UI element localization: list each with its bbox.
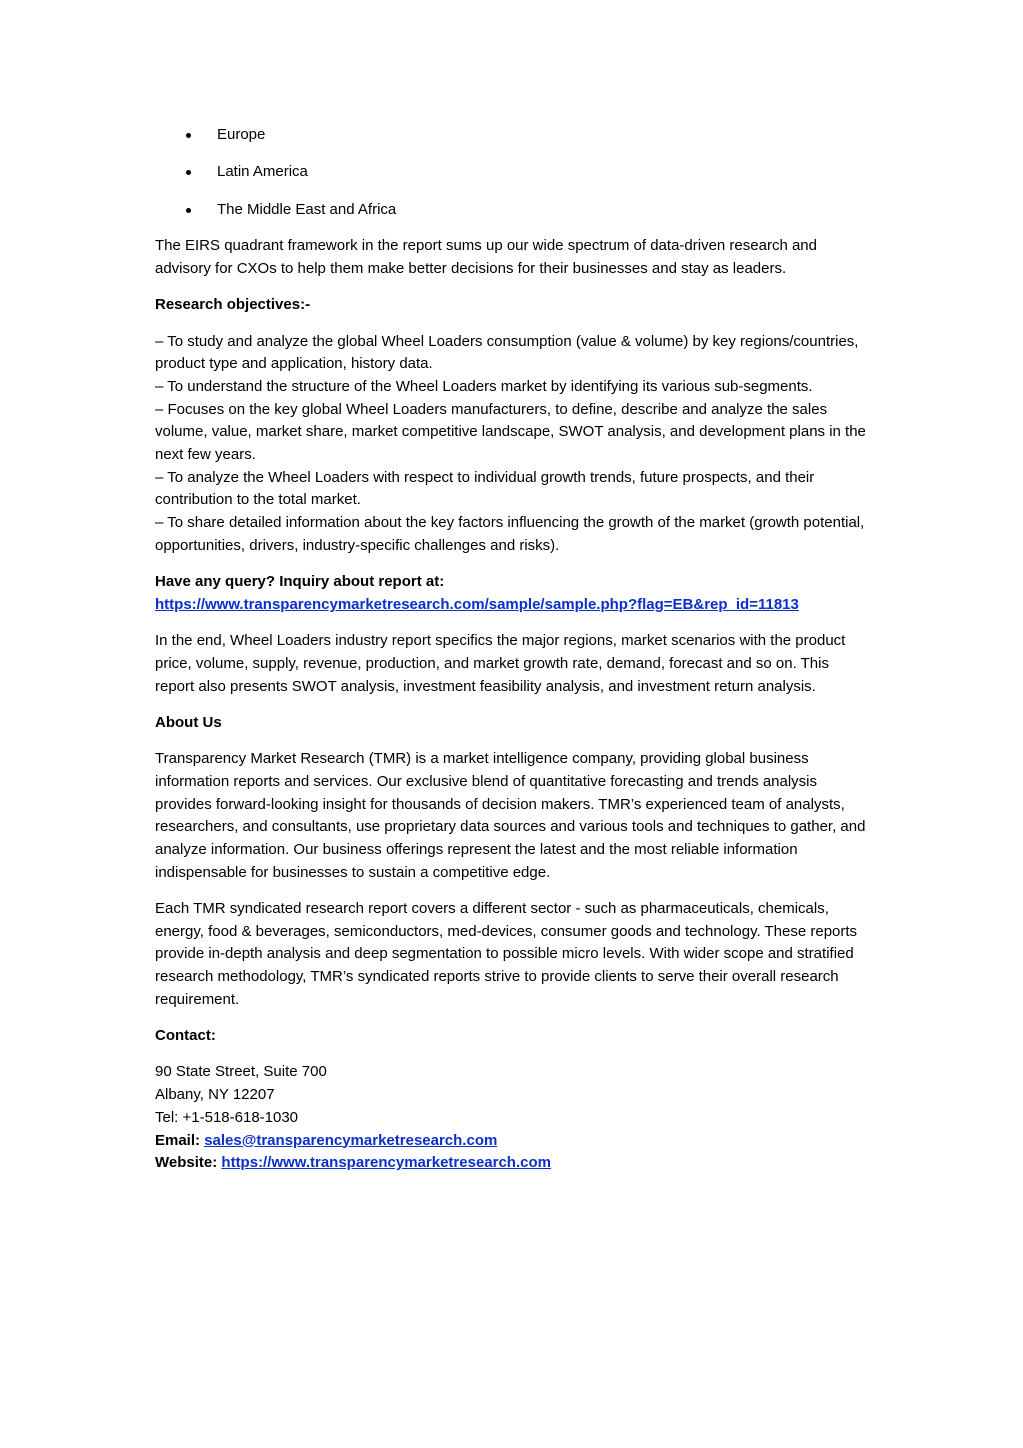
research-objectives-heading: Research objectives:- [155,296,311,314]
region-label: Europe [217,126,266,143]
contact-heading: Contact: [155,1027,216,1045]
region-label: Latin America [217,163,308,181]
about-paragraph-1: Transparency Market Research (TMR) is a market intelligence company, providing global business information reports and services. Our exclusive blend of quantitative forecasting and trends analysis provides forward-looking insight for thousands of decision makers. TMR’s experienced team of analysts, researchers, and consultants, use proprietary data sources and various tools and techniques to gather, and analyze information. Our business offerings represent the latest and the most reliable information indispensable for businesses to sustain a competitive edge. [155,750,866,881]
list-item [155,161,867,184]
bullet-icon [186,170,191,175]
about-us-heading: About Us [155,713,222,731]
document-page [155,124,867,1189]
about-paragraph-2: Each TMR syndicated research report covers a different sector - such as pharmaceuticals, chemicals, energy, food & beverages, semiconductors, med-devices, consumer goods and technology. These reports provide in-depth analysis and deep segmentation to possible micro levels. With wider scope and stratified research methodology, TMR’s syndicated reports strive to provide clients to serve their overall research requirement. [155,899,858,1008]
contact-block [155,1061,867,1175]
website-label: Website: [155,1154,222,1172]
bullet-icon [186,208,191,213]
regions-list [155,124,867,222]
email-line [155,1130,867,1153]
list-item [155,124,867,147]
objective-item: – To understand the structure of the Wheel Loaders market by identifying its various sub-segments. [155,377,813,395]
email-label: Email: [155,1131,205,1149]
objective-item: – To analyze the Wheel Loaders with respect to individual growth trends, future prospects, and their contribution to the total market. [155,468,815,509]
website-line [155,1152,867,1175]
objective-item: – To study and analyze the global Wheel Loaders consumption (value & volume) by key regions/countries, product type and application, history data. [155,332,859,373]
website-link[interactable]: https://www.transparencymarketresearch.com [221,1154,551,1172]
address-line-1: 90 State Street, Suite 700 [155,1063,327,1081]
objective-item: – Focuses on the key global Wheel Loaders manufacturers, to define, describe and analyze the sales volume, value, market share, market competitive landscape, SWOT analysis, and development plans in the next few years. [155,400,866,464]
bullet-icon [186,133,191,138]
inquiry-link[interactable]: https://www.transparencymarketresearch.com/sample/sample.php?flag=EB&rep_id=11813 [155,595,799,613]
email-link[interactable]: sales@transparencymarketresearch.com [204,1131,498,1149]
telephone: Tel: +1-518-618-1030 [155,1108,299,1126]
region-label: The Middle East and Africa [217,200,397,218]
inquiry-block [155,571,867,616]
list-item [155,199,867,222]
eirs-paragraph: The EIRS quadrant framework in the report sums up our wide spectrum of data-driven research and advisory for CXOs to help them make better decisions for their businesses and stay as leaders. [155,237,817,277]
address-line-2: Albany, NY 12207 [155,1086,275,1104]
objective-item: – To share detailed information about the key factors influencing the growth of the market (growth potential, opportunities, drivers, industry-specific challenges and risks). [155,514,865,554]
conclusion-paragraph: In the end, Wheel Loaders industry report specifics the major regions, market scenarios with the product price, volume, supply, revenue, production, and market growth rate, demand, forecast and so on. This report also presents SWOT analysis, investment feasibility analysis, and investment return analysis. [155,632,846,695]
inquiry-label: Have any query? Inquiry about report at: [155,573,445,591]
research-objectives-list [155,331,867,558]
